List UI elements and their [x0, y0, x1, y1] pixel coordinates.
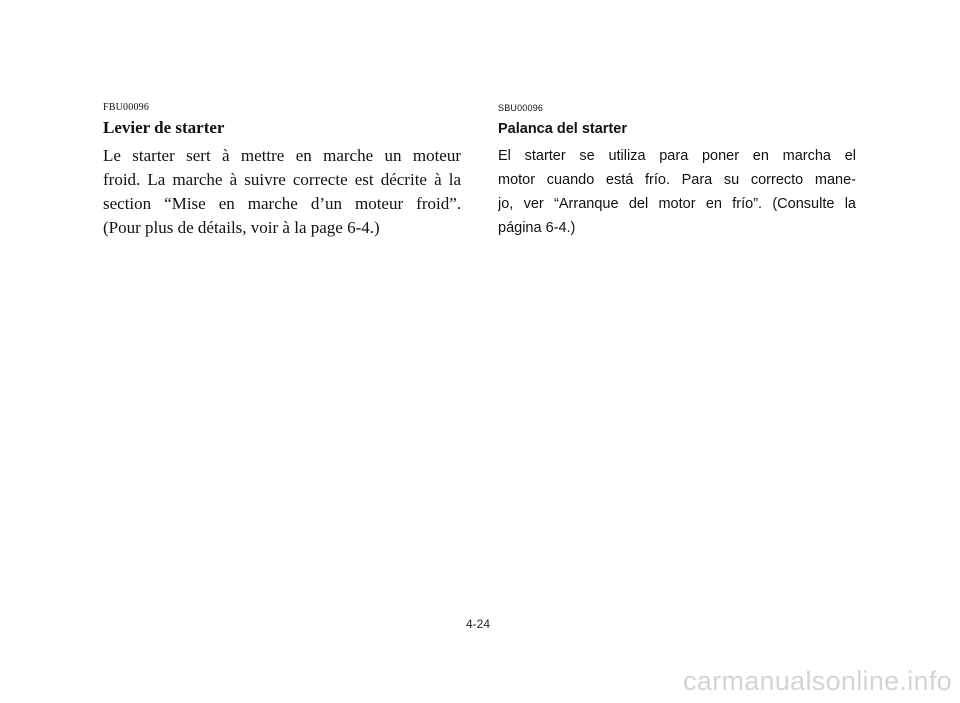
watermark-text: carmanualsonline.info: [683, 666, 952, 696]
body-line: motor cuando está frío. Para su correcto mane-: [498, 172, 856, 188]
section-heading: Palanca del starter: [498, 121, 627, 137]
section-body: [103, 144, 461, 240]
section-code: SBU00096: [498, 103, 544, 113]
body-line: página 6-4.): [498, 220, 576, 236]
section-code: FBU00096: [103, 102, 150, 113]
section-heading: Levier de starter: [103, 118, 225, 137]
page-number: 4-24: [466, 617, 491, 631]
section-body: [498, 144, 856, 240]
body-line: El starter se utiliza para poner en marcha el: [498, 148, 856, 164]
body-line: (Pour plus de détails, voir à la page 6-4.): [103, 218, 380, 237]
body-line: jo, ver “Arranque del motor en frío”. (Consulte la: [498, 196, 856, 212]
body-line: froid. La marche à suivre correcte est décrite à la: [103, 170, 461, 189]
body-line: Le starter sert à mettre en marche un moteur: [103, 146, 461, 165]
body-line: section “Mise en marche d’un moteur froid”.: [103, 194, 461, 213]
